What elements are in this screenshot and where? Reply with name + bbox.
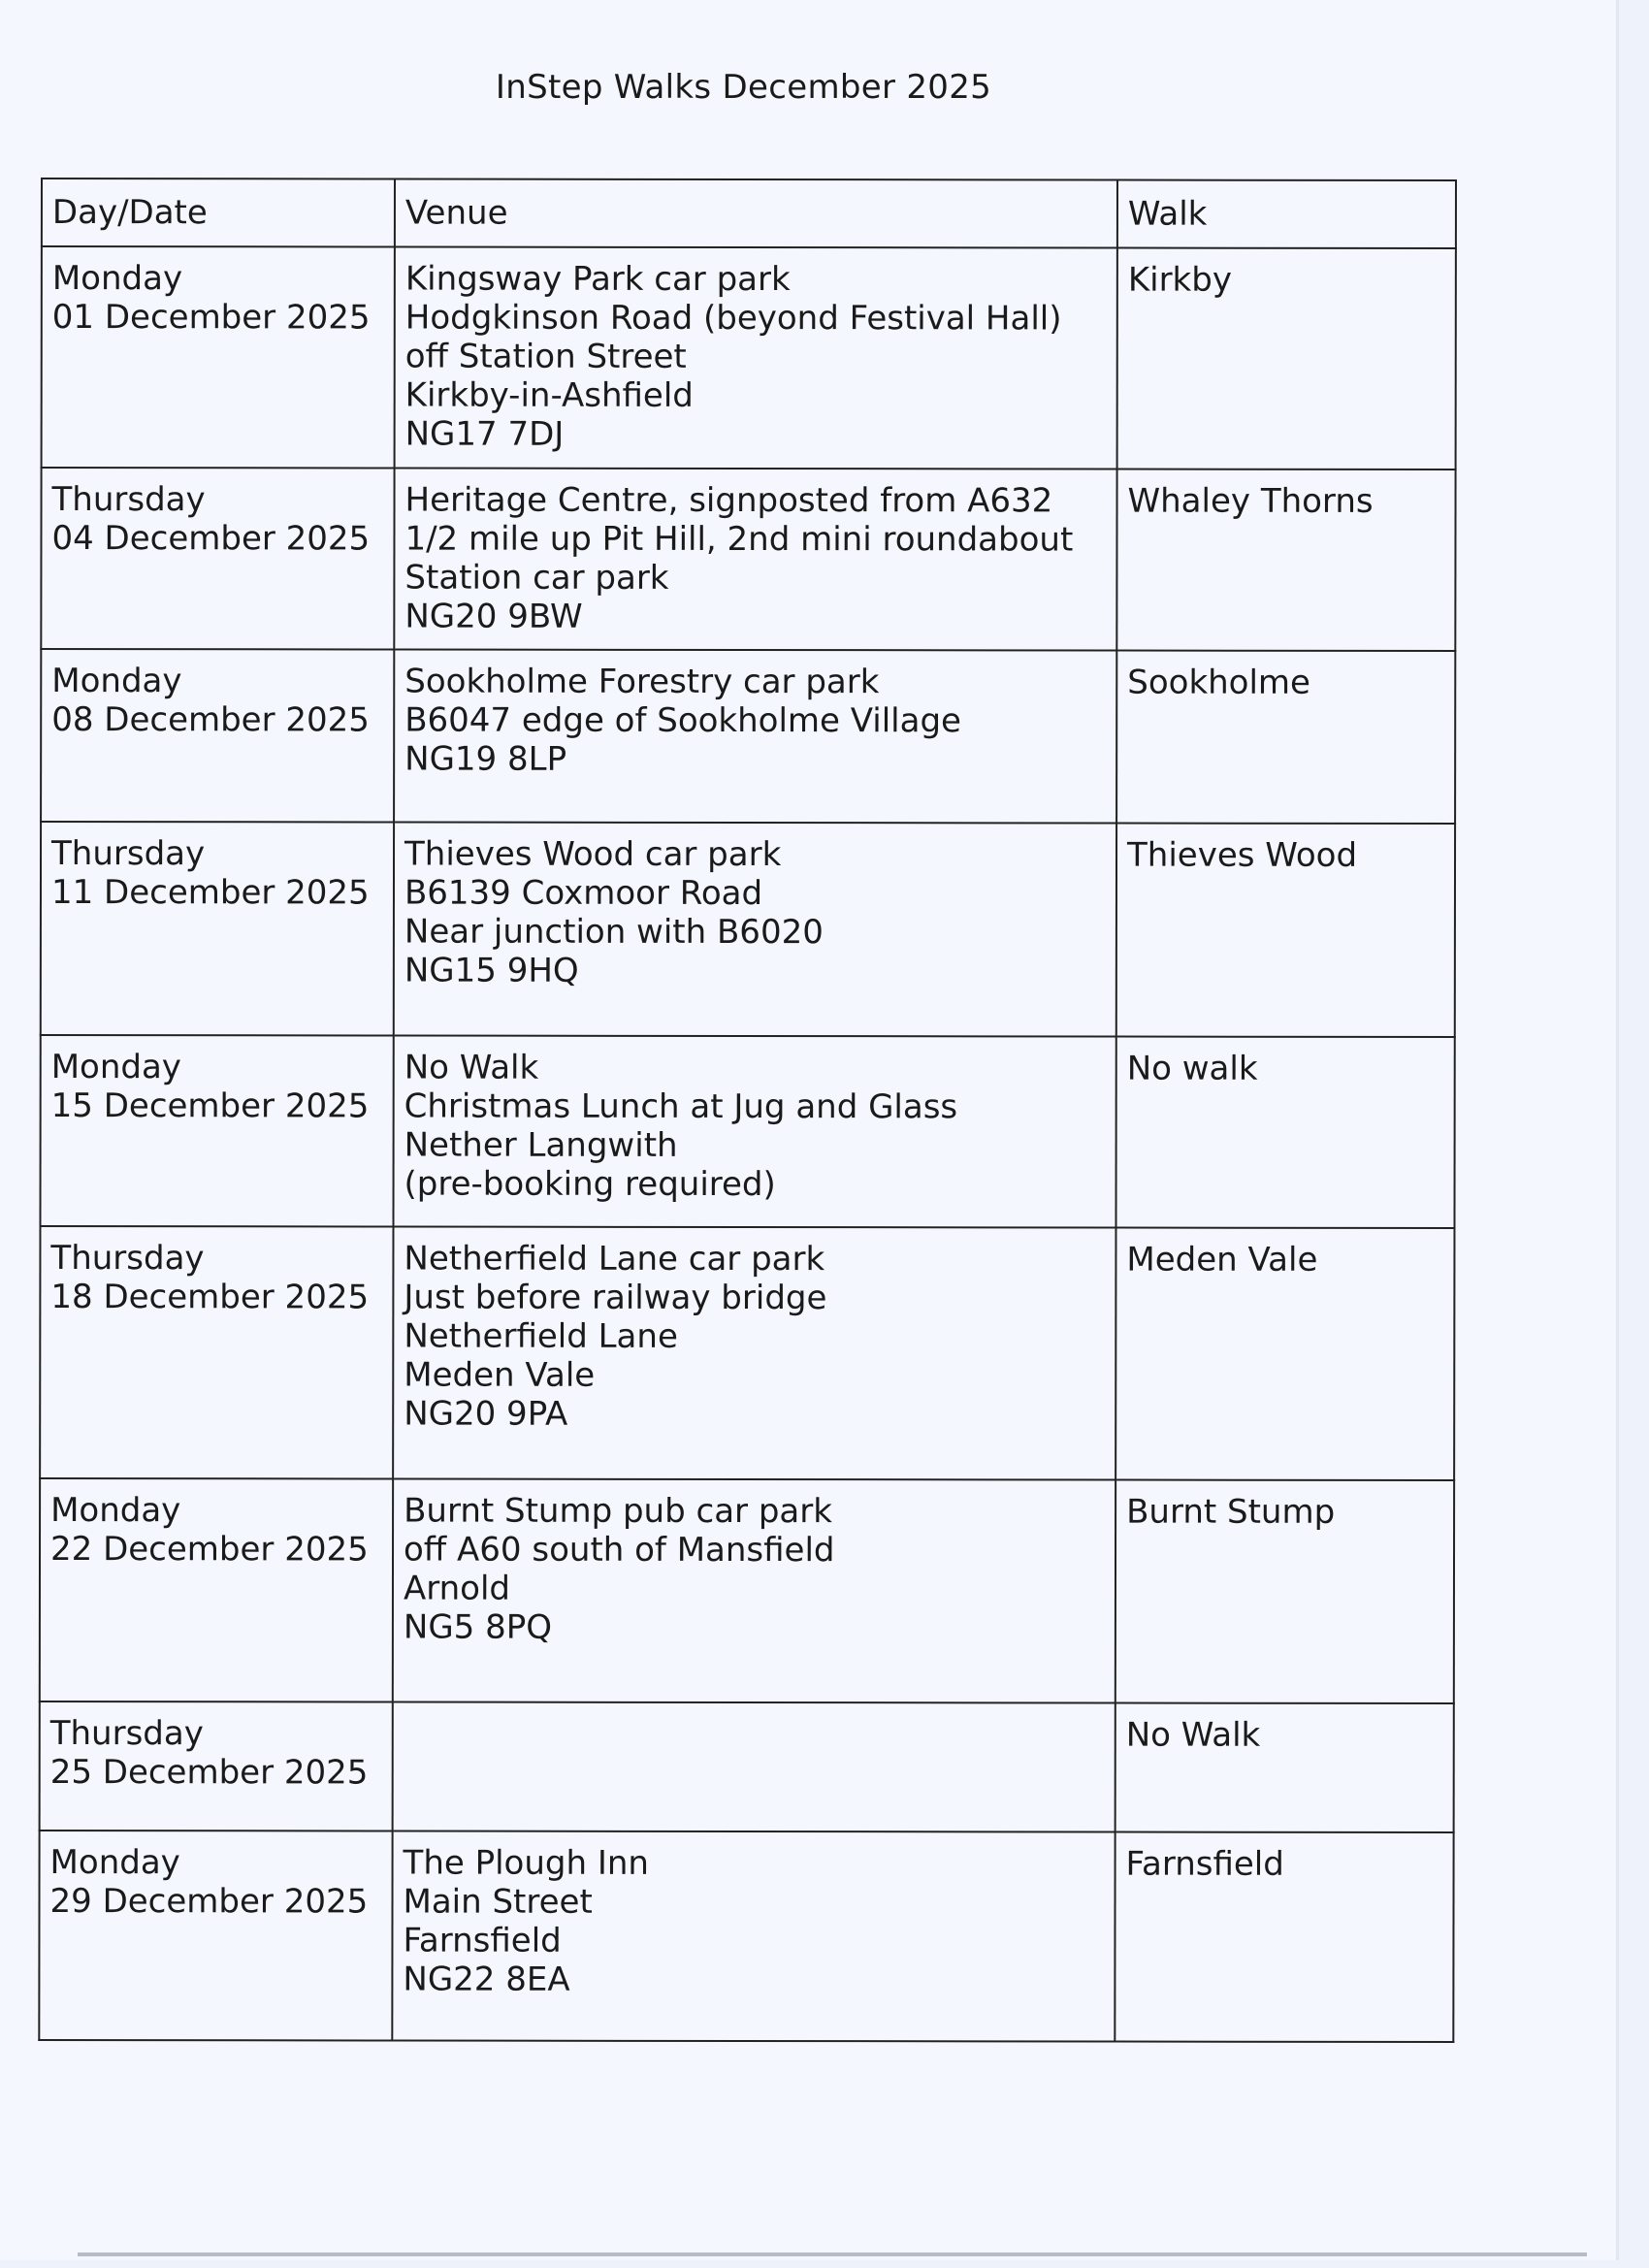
venue-cell <box>394 469 1116 651</box>
venue-line: Christmas Lunch at Jug and Glass <box>404 1086 958 1127</box>
walk-cell: Kirkby <box>1117 248 1456 470</box>
date-cell <box>40 1035 393 1227</box>
venue-line: Station car park <box>404 558 669 598</box>
header-day-date: Day/Date <box>42 178 395 247</box>
venue-line: NG22 8EA <box>403 1960 570 1999</box>
table-row <box>41 822 1455 1037</box>
day-name: Monday <box>50 1048 181 1087</box>
date-text: 01 December 2025 <box>51 298 371 338</box>
venue-line: Near junction with B6020 <box>404 912 824 953</box>
venue-line: NG20 9PA <box>404 1394 568 1434</box>
date-cell <box>40 1701 393 1831</box>
venue-line: Heritage Centre, signposted from A632 <box>404 480 1053 521</box>
venue-line: The Plough Inn <box>403 1843 650 1883</box>
venue-line: NG20 9BW <box>404 597 583 636</box>
date-cell <box>41 649 394 823</box>
day-name: Thursday <box>49 1714 204 1754</box>
walk-cell: Farnsfield <box>1115 1832 1453 2042</box>
walk-cell: Sookholme <box>1116 651 1455 824</box>
venue-line: 1/2 mile up Pit Hill, 2nd mini roundabout <box>404 519 1074 560</box>
date-text: 29 December 2025 <box>49 1882 369 1922</box>
walk-cell: Meden Vale <box>1116 1228 1454 1480</box>
table-row <box>40 1035 1454 1228</box>
walk-cell: No Walk <box>1116 1703 1454 1832</box>
venue-line: Kingsway Park car park <box>404 259 791 300</box>
walk-cell: Thieves Wood <box>1116 824 1455 1037</box>
header-venue: Venue <box>395 179 1117 248</box>
venue-line: Netherfield Lane <box>404 1316 678 1356</box>
venue-line: NG15 9HQ <box>404 951 579 990</box>
venue-cell <box>394 823 1116 1037</box>
venue-cell <box>392 1831 1115 2042</box>
venue-line: Kirkby-in-Ashfield <box>404 375 694 415</box>
date-cell <box>41 822 394 1036</box>
venue-line: Thieves Wood car park <box>404 834 782 875</box>
date-text: 11 December 2025 <box>50 873 370 913</box>
day-name: Monday <box>50 1491 181 1531</box>
venue-line: off A60 south of Mansfield <box>403 1530 835 1571</box>
venue-line: NG19 8LP <box>404 739 567 779</box>
walk-cell: No walk <box>1116 1037 1454 1228</box>
venue-line: NG17 7DJ <box>404 414 565 454</box>
table-row <box>42 246 1456 470</box>
venue-line: No Walk <box>404 1048 539 1087</box>
date-cell <box>39 1831 392 2041</box>
page-title: InStep Walks December 2025 <box>495 68 992 107</box>
venue-line: Just before railway bridge <box>404 1278 827 1318</box>
date-text: 15 December 2025 <box>50 1086 370 1126</box>
date-text: 04 December 2025 <box>51 519 371 559</box>
venue-cell <box>394 650 1116 824</box>
scan-edge <box>78 2252 1587 2256</box>
day-name: Thursday <box>50 834 206 874</box>
venue-line: Hodgkinson Road (beyond Festival Hall) <box>404 298 1062 339</box>
date-cell <box>41 468 394 650</box>
header-walk: Walk <box>1117 180 1456 248</box>
day-name: Monday <box>51 662 182 701</box>
date-text: 08 December 2025 <box>51 700 370 740</box>
venue-cell <box>393 1227 1116 1480</box>
walk-cell: Whaley Thorns <box>1116 470 1455 651</box>
table-row <box>41 468 1455 651</box>
walk-cell: Burnt Stump <box>1116 1480 1454 1703</box>
venue-line: Burnt Stump pub car park <box>404 1491 832 1532</box>
venue-cell <box>393 1036 1116 1228</box>
table-row <box>39 1831 1453 2042</box>
day-name: Thursday <box>51 480 206 520</box>
date-text: 22 December 2025 <box>49 1530 369 1570</box>
table-row <box>41 649 1455 824</box>
table-row <box>40 1701 1454 1832</box>
day-name: Thursday <box>50 1239 205 1279</box>
venue-line: Main Street <box>403 1882 593 1922</box>
venue-cell <box>393 1702 1116 1832</box>
table-row <box>40 1226 1454 1480</box>
date-cell <box>42 246 395 469</box>
venue-line: Farnsfield <box>403 1921 562 1960</box>
venue-line: Sookholme Forestry car park <box>404 662 880 702</box>
venue-cell <box>393 1479 1116 1703</box>
venue-line: Nether Langwith <box>404 1125 678 1165</box>
date-text: 25 December 2025 <box>49 1753 369 1793</box>
table-row <box>40 1478 1454 1703</box>
venue-line: B6139 Coxmoor Road <box>404 873 763 914</box>
venue-line: (pre-booking required) <box>404 1164 776 1205</box>
day-name: Monday <box>49 1843 180 1883</box>
walks-table <box>38 178 1457 2043</box>
date-cell <box>40 1226 393 1479</box>
day-name: Monday <box>51 259 183 299</box>
venue-line: B6047 edge of Sookholme Village <box>404 700 961 741</box>
venue-line: off Station Street <box>404 337 687 376</box>
venue-line: Meden Vale <box>404 1355 596 1395</box>
venue-line: Netherfield Lane car park <box>404 1239 825 1280</box>
date-text: 18 December 2025 <box>50 1278 370 1317</box>
venue-cell <box>395 247 1117 470</box>
date-cell <box>40 1478 393 1702</box>
venue-line: NG5 8PQ <box>403 1607 553 1647</box>
venue-line: Arnold <box>403 1569 511 1608</box>
table-header-row <box>42 178 1456 248</box>
